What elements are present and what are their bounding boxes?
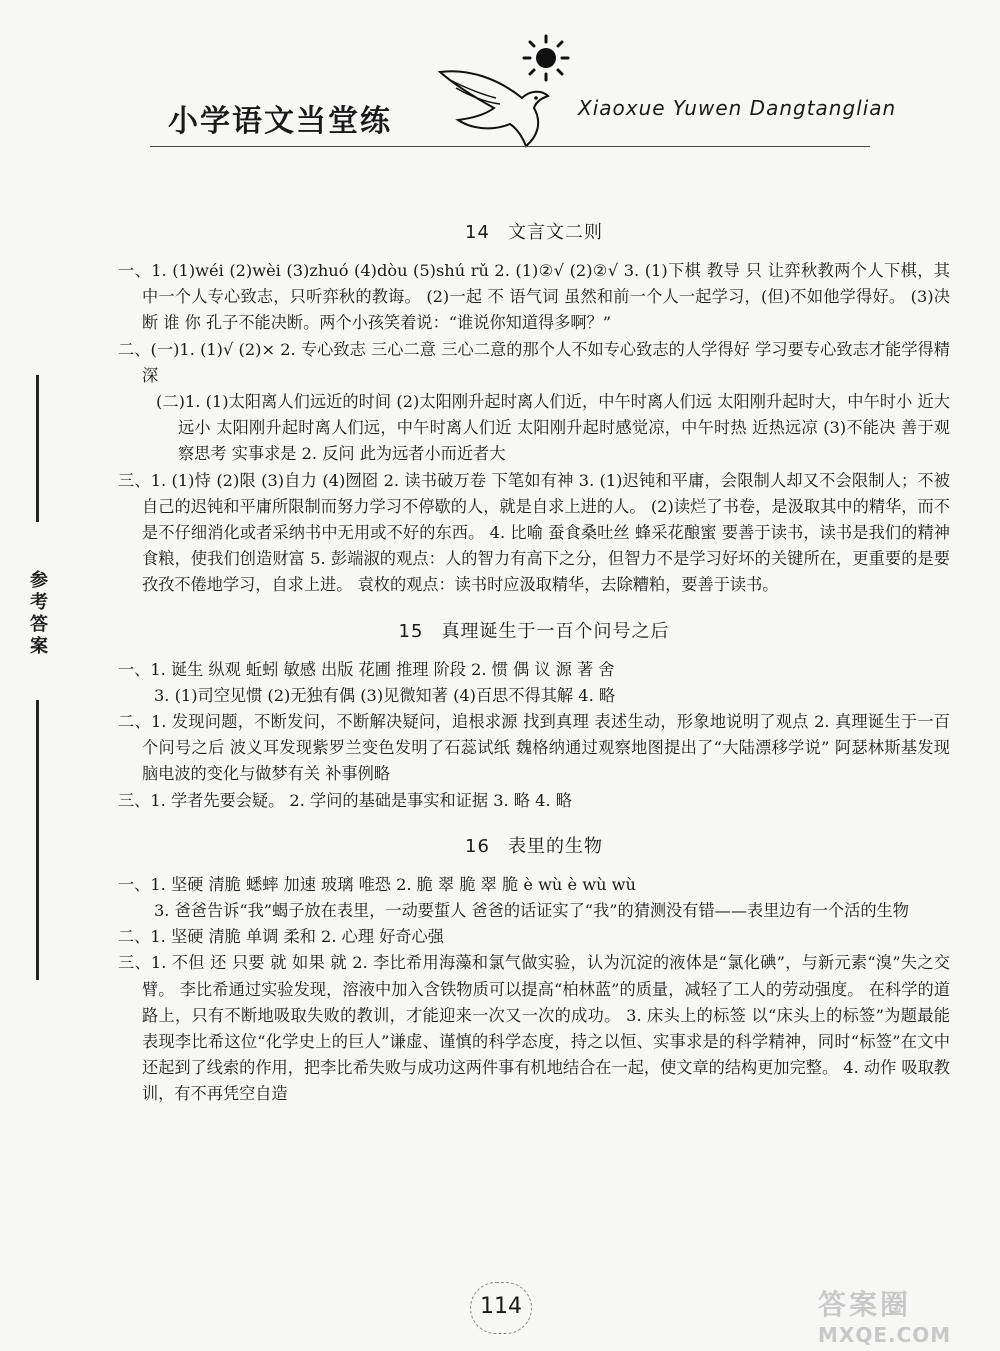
section-title (118, 832, 950, 858)
answer-paragraph: 二、1. 坚硬 清脆 单调 柔和 2. 心理 好奇心强 (118, 927, 444, 947)
page-number: 114 (470, 1282, 532, 1334)
answer-paragraph: 3. 爸爸告诉“我”蝎子放在表里，一动要蜇人 爸爸的话证实了“我”的猜测没有错——表里边有一个活的生物 (154, 901, 909, 921)
book-title: 小学语文当堂练 (168, 104, 392, 139)
section-name: 文言文二则 (507, 222, 603, 243)
watermark-url: MXQE.COM (818, 1323, 952, 1347)
section-number: 14 (465, 222, 490, 243)
page-header (0, 0, 1000, 180)
answer-paragraph: 3. (1)司空见惯 (2)无独有偶 (3)见微知著 (4)百思不得其解 4. 略 (154, 685, 616, 705)
dove-sun-icon (430, 28, 590, 158)
section-number: 15 (398, 620, 424, 642)
side-tab-answers: 参考答案 (20, 522, 50, 700)
header-divider (150, 146, 870, 147)
answer-paragraph: 一、1. 坚硬 清脆 蟋蟀 加速 玻璃 唯恐 2. 脆 翠 脆 翠 脆 è wù è wù wù (118, 874, 636, 894)
answer-paragraph: 三、1. (1)恃 (2)限 (3)自力 (4)囫囵 2. 读书破万卷 下笔如有神 3. (1)迟钝和平庸，会限制人却又不会限制人；不被自己的迟钝和平庸所限制而努力学习不停歇的人，就是自求上进的人。 (2)读烂了书卷，是汲取其中的精华，而不是不仔细消化或者采纳书中无用或不好的东西。 4. 比喻 蚕食桑吐丝 蜂采花酿蜜 要善于读书，读书是我们的精神食粮，使我们创造财富 5. 彭端淑的观点：人的智力有高下之分，但智力不是学习好坏的关键所在，更重要的是要孜孜不倦地学习，自求上进。 袁枚的观点：读书时应汲取精华，去除糟粕，要善于读书。 (118, 470, 950, 595)
section-number: 16 (465, 835, 490, 857)
answer-paragraph: 二、1. 发现问题，不断发问，不断解决疑问，追根求源 找到真理 表述生动，形象地说明了观点 2. 真理诞生于一百个问号之后 波义耳发现紫罗兰变色发明了石蕊试纸 魏格纳通过观察地图提出了“大陆漂移学说” 阿瑟林斯基发现脑电波的变化与做梦有关 补事例略 (118, 712, 950, 784)
section-title (118, 617, 950, 643)
section-title (118, 218, 950, 244)
answer-paragraph: 一、1. 诞生 纵观 蚯蚓 敏感 出版 花圃 推理 阶段 2. 惯 偶 议 源 著 舍 (118, 659, 615, 679)
answer-paragraph: 一、1. (1)wéi (2)wèi (3)zhuó (4)dòu (5)shú rǔ 2. (1)②√ (2)②√ 3. (1)下棋 教导 只 让弈秋教两个人下棋，其中一个人专心致志，只听弈秋的教诲。 (2)一起 不 语气词 虽然和前一个人一起学习，(但)不如他学得好。 (3)决断 谁 你 孔子不能决断。两个小孩笑着说：“谁说你知道得多啊？” (118, 261, 950, 333)
answer-paragraph: 三、1. 学者先要会疑。 2. 学问的基础是事实和证据 3. 略 4. 略 (118, 790, 572, 810)
answer-paragraph: (二)1. (1)太阳离人们远近的时间 (2)太阳刚升起时离人们近，中午时离人们远 太阳刚升起时大，中午时小 近大远小 太阳刚升起时离人们远，中午时离人们近 太阳刚升起时感觉凉，中午时热 近热远凉 (3)不能决 善于观察思考 实事求是 2. 反问 此为远者小而近者大 (156, 392, 950, 464)
section-name: 表里的生物 (507, 835, 603, 857)
answer-content (118, 210, 950, 1108)
watermark-text: 答案圈 (818, 1288, 912, 1321)
book-title-pinyin: Xiaoxue Yuwen Dangtanglian (578, 96, 897, 120)
answer-paragraph: 二、(一)1. (1)√ (2)× 2. 专心致志 三心二意 三心二意的那个人不如专心致志的人学得好 学习要专心致志才能学得精深 (118, 339, 950, 385)
watermark (818, 1283, 988, 1345)
answer-paragraph: 三、1. 不但 还 只要 就 如果 就 2. 李比希用海藻和氯气做实验，认为沉淀的液体是“氯化碘”，与新元素“溴”失之交臂。 李比希通过实验发现，溶液中加入含铁物质可以提高“柏林蓝”的质量，减轻了工人的劳动强度。 在科学的道路上，只有不断地吸取失败的教训，才能迎来一次又一次的成功。 3. 床头上的标签 以“床头上的标签”为题最能表现李比希这位“化学史上的巨人”谦虚、谨慎的科学态度，持之以恒、实事求是的科学精神，同时“标签”在文中还起到了线索的作用，把李比希失败与成功这两件事有机地结合在一起，使文章的结构更加完整。 4. 动作 吸取教训，有不再凭空自造 (118, 953, 950, 1104)
section-name: 真理诞生于一百个问号之后 (441, 620, 670, 642)
